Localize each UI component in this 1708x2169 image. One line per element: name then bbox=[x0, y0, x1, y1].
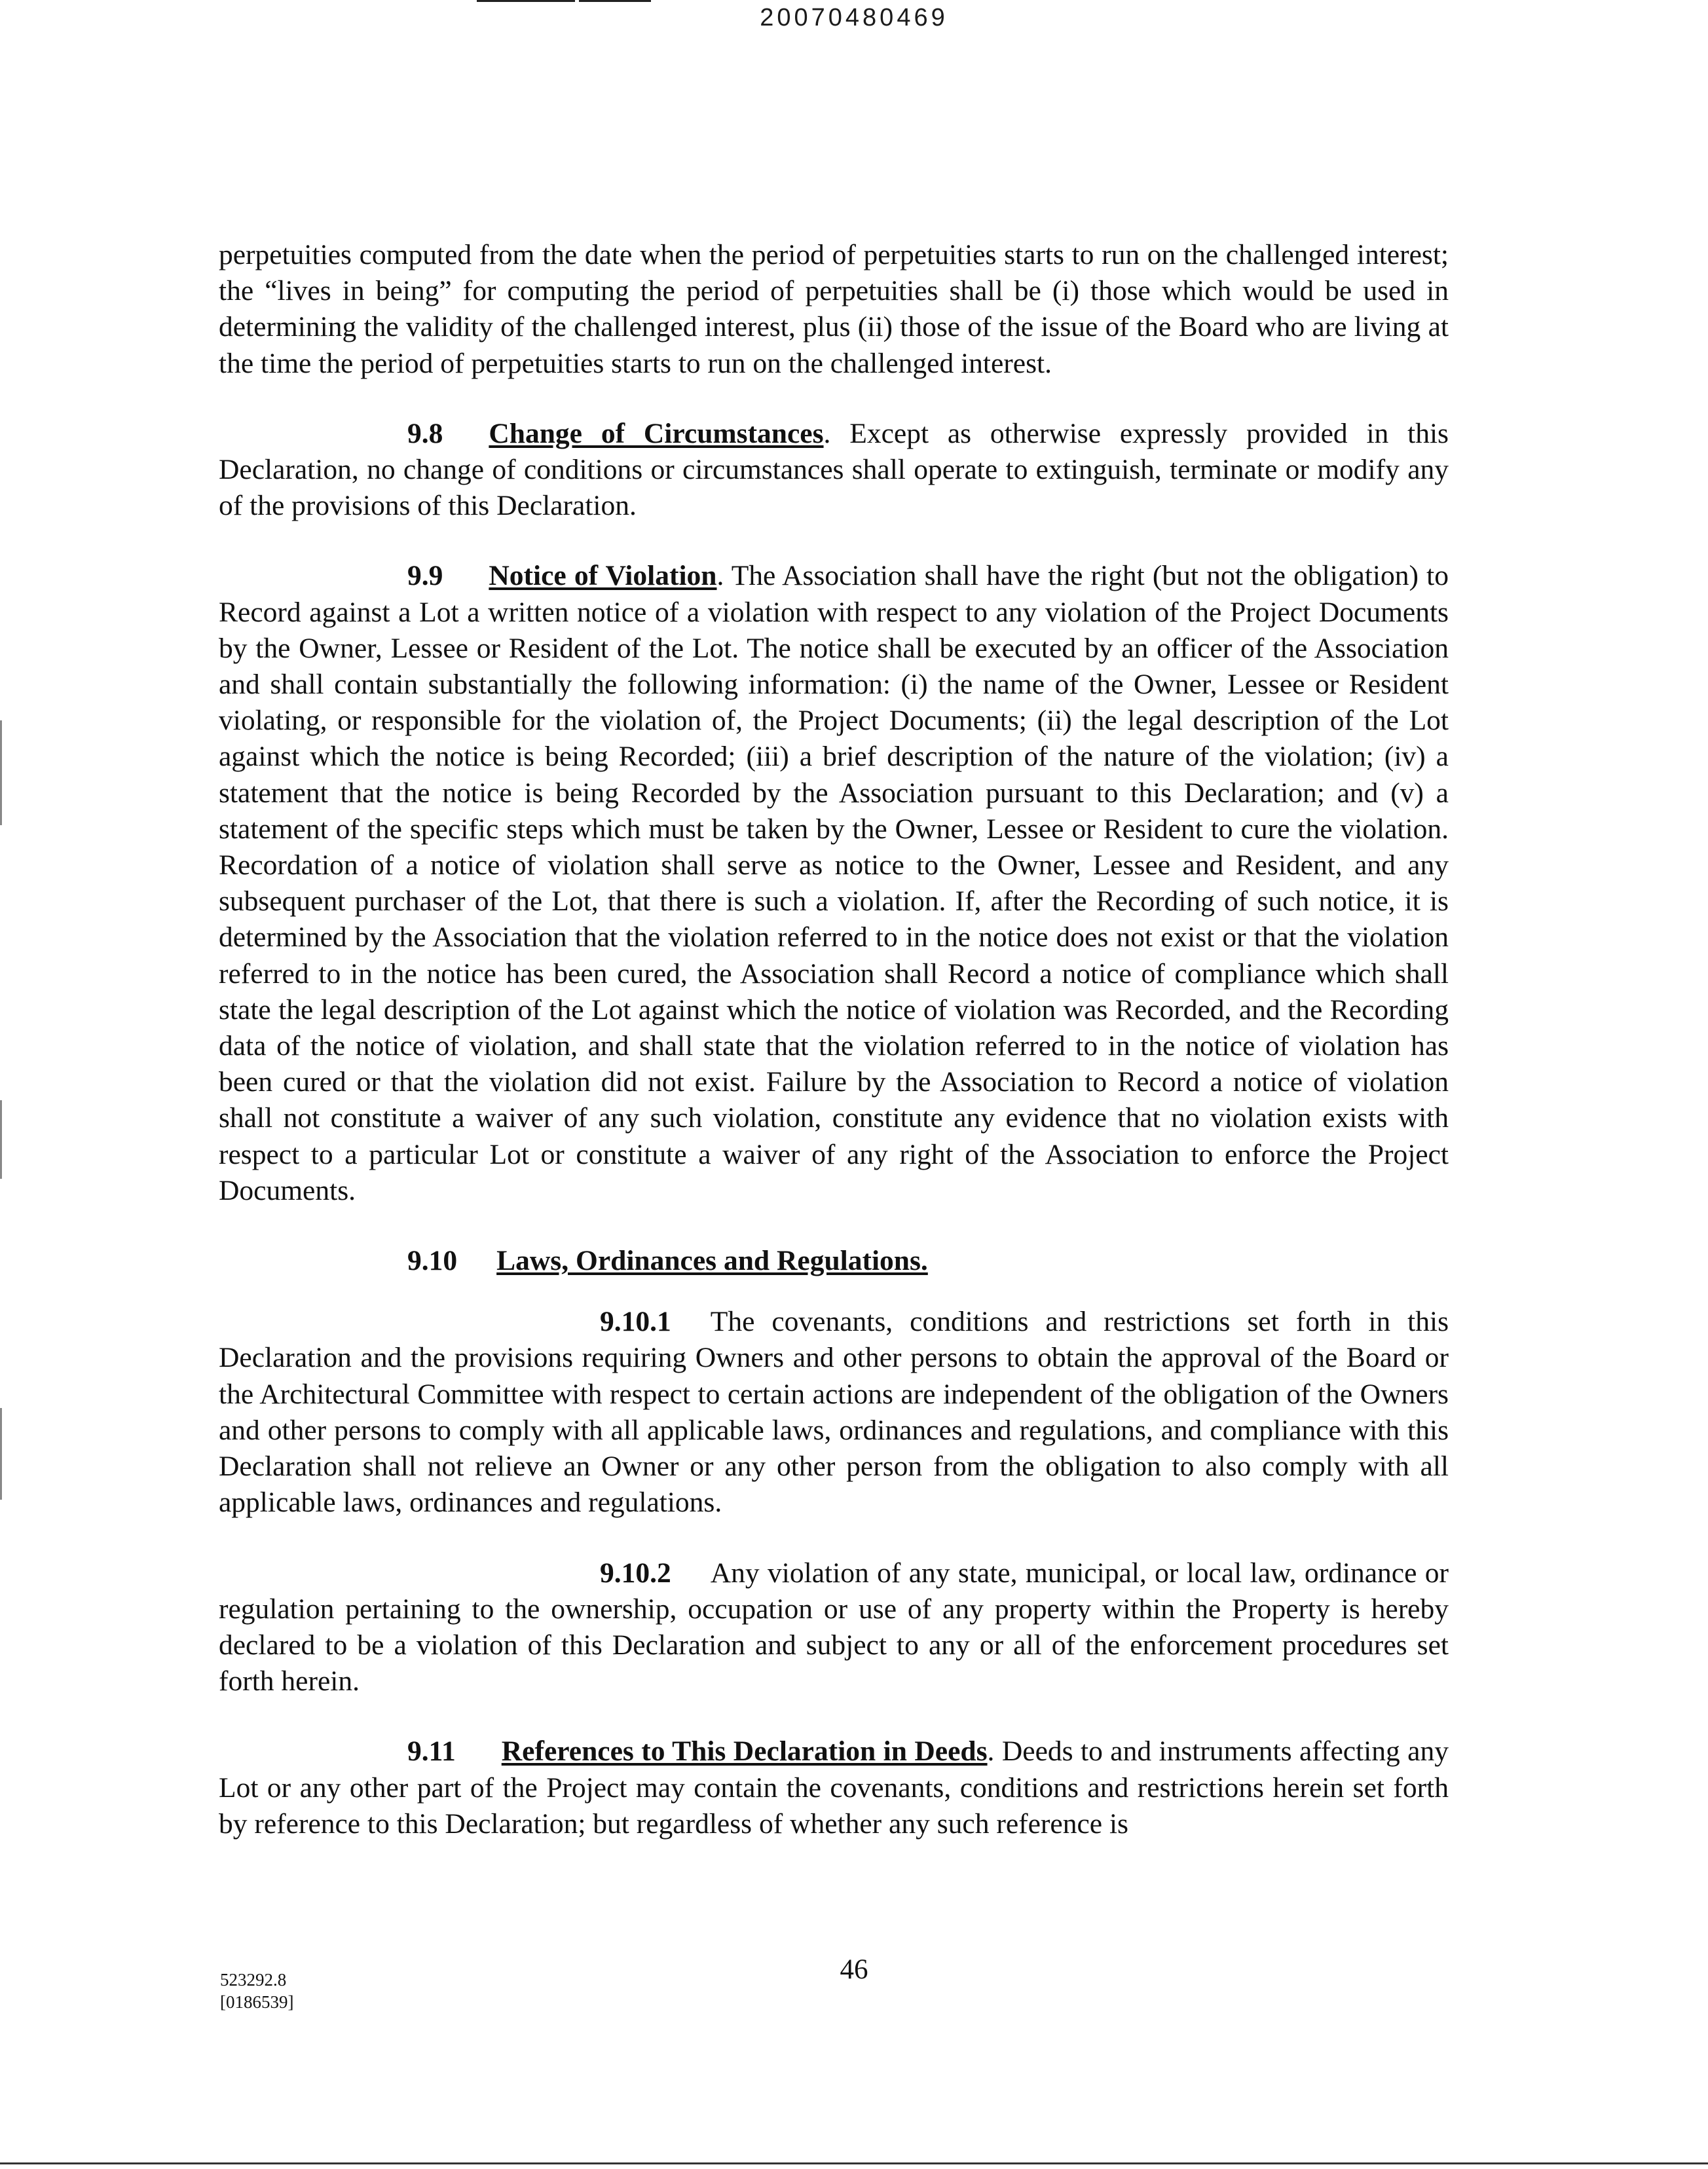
section-number: 9.9 bbox=[407, 560, 443, 592]
section-number: 9.10.2 bbox=[600, 1557, 671, 1589]
page-number: 46 bbox=[840, 1954, 868, 1985]
section-title: References to This Declaration in Deeds bbox=[501, 1735, 988, 1768]
scan-bottom-line bbox=[0, 2162, 1708, 2164]
section-title: Notice of Violation bbox=[489, 560, 717, 592]
scan-margin-mark bbox=[0, 720, 2, 825]
scan-top-line-left bbox=[477, 0, 575, 2]
continued-paragraph: perpetuities computed from the date when the period of perpetuities starts to run on the challenged interest; the “lives in being” for computing the period of perpetuities shall be (i) those which would be used in determining the validity of the challenged interest, plus (ii) those of the issue of the Board who are living at the time the period of perpetuities starts to run on the challenged interest. bbox=[219, 239, 1449, 379]
section-text: Any violation of any state, municipal, or local law, ordinance or regulation pertaining to the ownership, occupation or use of any property within the Property is hereby declared to be a violation of this Declaration and subject to any or all of the enforcement procedures set forth herein. bbox=[219, 1557, 1449, 1697]
section-text: . The Association shall have the right (but not the obligation) to Record against a Lot a written notice of a violation with respect to any violation of the Project Documents by the Owner, Lessee or Resident of the Lot. The notice shall be executed by an officer of the Association and shall contain substantially the following information: (i) the name of the Owner, Lessee or Resident violating, or responsible for the violation of, the Project Documents; (ii) the legal description of the Lot against which the notice is being Recorded; (iii) a brief description of the nature of the violation; (iv) a statement that the notice is being Recorded by the Association pursuant to this Declaration; and (v) a statement of the specific steps which must be taken by the Owner, Lessee or Resident to cure the violation. Recordation of a notice of violation shall serve as notice to the Owner, Lessee and Resident, and any subsequent purchaser of the Lot, that there is such a violation. If, after the Recording of such notice, it is determined by the Association that the violation referred to in the notice does not exist or that the violation referred to in the notice has been cured, the Association shall Record a notice of compliance which shall state the legal description of the Lot against which the notice of violation was Recorded, and the Recording data of the notice of violation, and shall state that the violation referred to in the notice of violation has been cured or that the violation did not exist. Failure by the Association to Record a notice of violation shall not constitute a waiver of any such violation, constitute any evidence that no violation exists with respect to a particular Lot or constitute a waiver of any right of the Association to enforce the Project Documents. bbox=[219, 560, 1449, 1206]
scan-top-line-right bbox=[579, 0, 651, 2]
scan-margin-mark bbox=[0, 1408, 2, 1500]
section-9-8 bbox=[219, 416, 1449, 525]
section-text: . Deeds to and instruments affecting any Lot or any other part of the Project may contain the covenants, conditions and restrictions herein set forth by reference to this Declaration; but regardless of whether any such reference is bbox=[219, 1735, 1449, 1840]
section-number: 9.8 bbox=[407, 417, 443, 449]
section-9-10 bbox=[219, 1243, 1449, 1279]
section-9-9 bbox=[219, 558, 1449, 1209]
section-9-10-2 bbox=[219, 1555, 1449, 1700]
footer-matter-id: [0186539] bbox=[220, 1992, 294, 2012]
recording-document-number: 20070480469 bbox=[760, 4, 948, 31]
section-9-11 bbox=[219, 1733, 1449, 1842]
section-number: 9.11 bbox=[407, 1735, 456, 1768]
section-text: . Except as otherwise expressly provided in this Declaration, no change of conditions or circumstances shall operate to extinguish, terminate or modify any of the provisions of this Declaration. bbox=[219, 417, 1449, 522]
scan-margin-mark bbox=[0, 1100, 2, 1179]
section-title: Change of Circumstances bbox=[489, 417, 824, 449]
page-body bbox=[219, 237, 1449, 1876]
section-title: Laws, Ordinances and Regulations. bbox=[496, 1245, 928, 1277]
section-number: 9.10 bbox=[407, 1245, 458, 1277]
section-number: 9.10.1 bbox=[600, 1306, 671, 1338]
section-text: The covenants, conditions and restrictions set forth in this Declaration and the provisions requiring Owners and other persons to obtain the approval of the Board or the Architectural Committee with respect to certain actions are independent of the obligation of the Owners and other persons to comply with all applicable laws, ordinances and regulations, and compliance with this Declaration shall not relieve an Owner or any other person from the obligation to also comply with all applicable laws, ordinances and regulations. bbox=[219, 1306, 1449, 1519]
section-9-10-1 bbox=[219, 1304, 1449, 1521]
footer-doc-id: 523292.8 bbox=[220, 1970, 287, 1990]
